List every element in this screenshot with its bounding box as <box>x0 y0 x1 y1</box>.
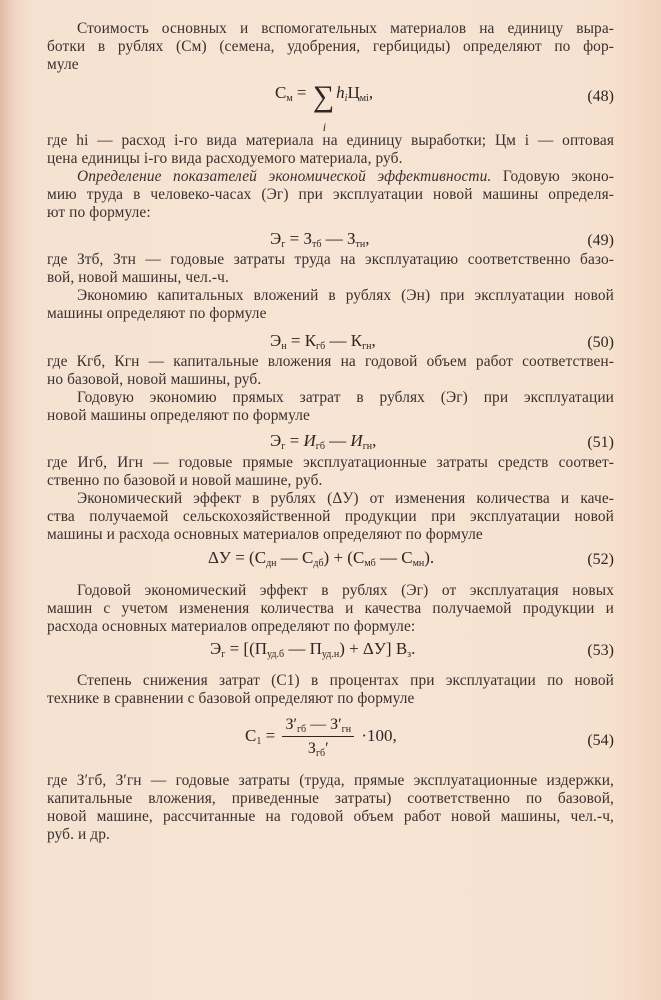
text-line: где Зтб, Зтн — годовые затраты труда на эксплуатацию соответственно базо- <box>47 251 614 268</box>
text-line: капитальные вложения, приведенные затраты) соответственно по базовой, <box>47 790 614 807</box>
text-line: мию труда в человеко-часах (Эг) при эксплуатации новой машины определя- <box>47 186 614 203</box>
text-line: где Кгб, Кгн — капитальные вложения на годовой объем работ соответствен- <box>47 353 614 370</box>
text-line: руб. и др. <box>47 826 110 843</box>
text-line: расхода основных материалов определяют по формуле: <box>47 618 416 635</box>
text-line: где Игб, Игн — годовые прямые эксплуатационные затраты средств соответ- <box>47 454 614 471</box>
fraction <box>282 715 354 759</box>
equation-53: $Э_г = [(П_{уд.б}$ — $П_{уд.н}) + \Delta У$] $В_з$. <box>210 639 416 660</box>
equation-50: $Э_н = К_{гб}$ — $К_{гн}$, <box>270 331 376 352</box>
equation-54: $С_1$ = $\frac{З'_{гб} — З'_{гн}}{З_{гб}'}$ ·100, <box>245 716 397 759</box>
text-line: машины и расхода основных материалов определяют по формуле <box>47 526 483 543</box>
text-line: Экономический эффект в рублях (ΔУ) от изменения количества и каче- <box>77 490 614 507</box>
text-line: ства получаемой сельскохозяйственной продукции при эксплуатации новой <box>47 508 614 525</box>
text-line: ют по формуле: <box>47 204 151 221</box>
text-line: Годовую экономию прямых затрат в рублях (Эг) при эксплуатации <box>77 389 614 406</box>
text-line: Годовой экономический эффект в рублях (Эг) от эксплуатация новых <box>77 582 614 599</box>
equation-number: (49) <box>587 232 614 249</box>
fraction-numerator: $З'_{гб}$ — $З'_{гн}$ <box>282 715 354 737</box>
equation-number: (50) <box>587 334 614 351</box>
equation-number: (52) <box>587 551 614 568</box>
text-line: новой машины определяют по формуле <box>47 407 310 424</box>
text-line: новой машине, рассчитанные на годовой объем работ новой машины, чел.-ч, <box>47 808 614 825</box>
text-line: Экономию капитальных вложений в рублях (Эн) при эксплуатации новой <box>77 287 614 304</box>
text-line: Определение показателей экономической эффективности. Годовую эконо- <box>77 168 614 185</box>
text-line: ботки в рублях (См) (семена, удобрения, гербициды) определяют по фор- <box>47 38 614 55</box>
equation-49: $Э_г = З_{тб}$ — $З_{тн}$, <box>270 229 370 250</box>
section-heading-italic: Определение показателей экономической эффективности. <box>77 168 492 185</box>
equation-52: $\Delta У = (С_{дн}$ — $С_{дб}) + (С_{мб}$ — $С_{мн}$). <box>208 548 435 569</box>
text-line: Стоимость основных и вспомогательных материалов на единицу выра- <box>77 20 614 37</box>
fraction-denominator: $З_{гб}'$ <box>307 740 329 759</box>
equation-51: $Э_г = И_{гб}$ — $И_{гн}$, <box>270 431 377 452</box>
equation-number: (48) <box>587 88 614 105</box>
equation-48: $С_м$ = ∑ i $h_iЦ_{мi}$, <box>275 80 374 134</box>
text-line: где hi — расход i-го вида материала на единицу выработки; Цм i — оптовая <box>47 132 614 149</box>
equation-number: (54) <box>587 732 614 749</box>
text-line: ственно по базовой и новой машине, руб. <box>47 472 323 489</box>
equation-number: (51) <box>587 434 614 451</box>
text-line: Степень снижения затрат (С1) в процентах при эксплуатации по новой <box>77 672 614 689</box>
text-line: муле <box>47 56 79 73</box>
text-line: машины определяют по формуле <box>47 305 267 322</box>
text-line: вой, новой машины, чел.-ч. <box>47 269 229 286</box>
text-line: машин с учетом изменения количества и качества получаемой продукции и <box>47 600 614 617</box>
text-line: цена единицы i-го вида расходуемого материала, руб. <box>47 150 403 167</box>
summation-sign: ∑ i <box>312 80 335 134</box>
text-line: технике в сравнении с базовой определяют по формуле <box>47 690 415 707</box>
equation-number: (53) <box>587 642 614 659</box>
text-line: но базовой, новой машины, руб. <box>47 371 262 388</box>
text-line: где З′гб, З′гн — годовые затраты (труда, прямые эксплуатационные издержки, <box>47 772 614 789</box>
